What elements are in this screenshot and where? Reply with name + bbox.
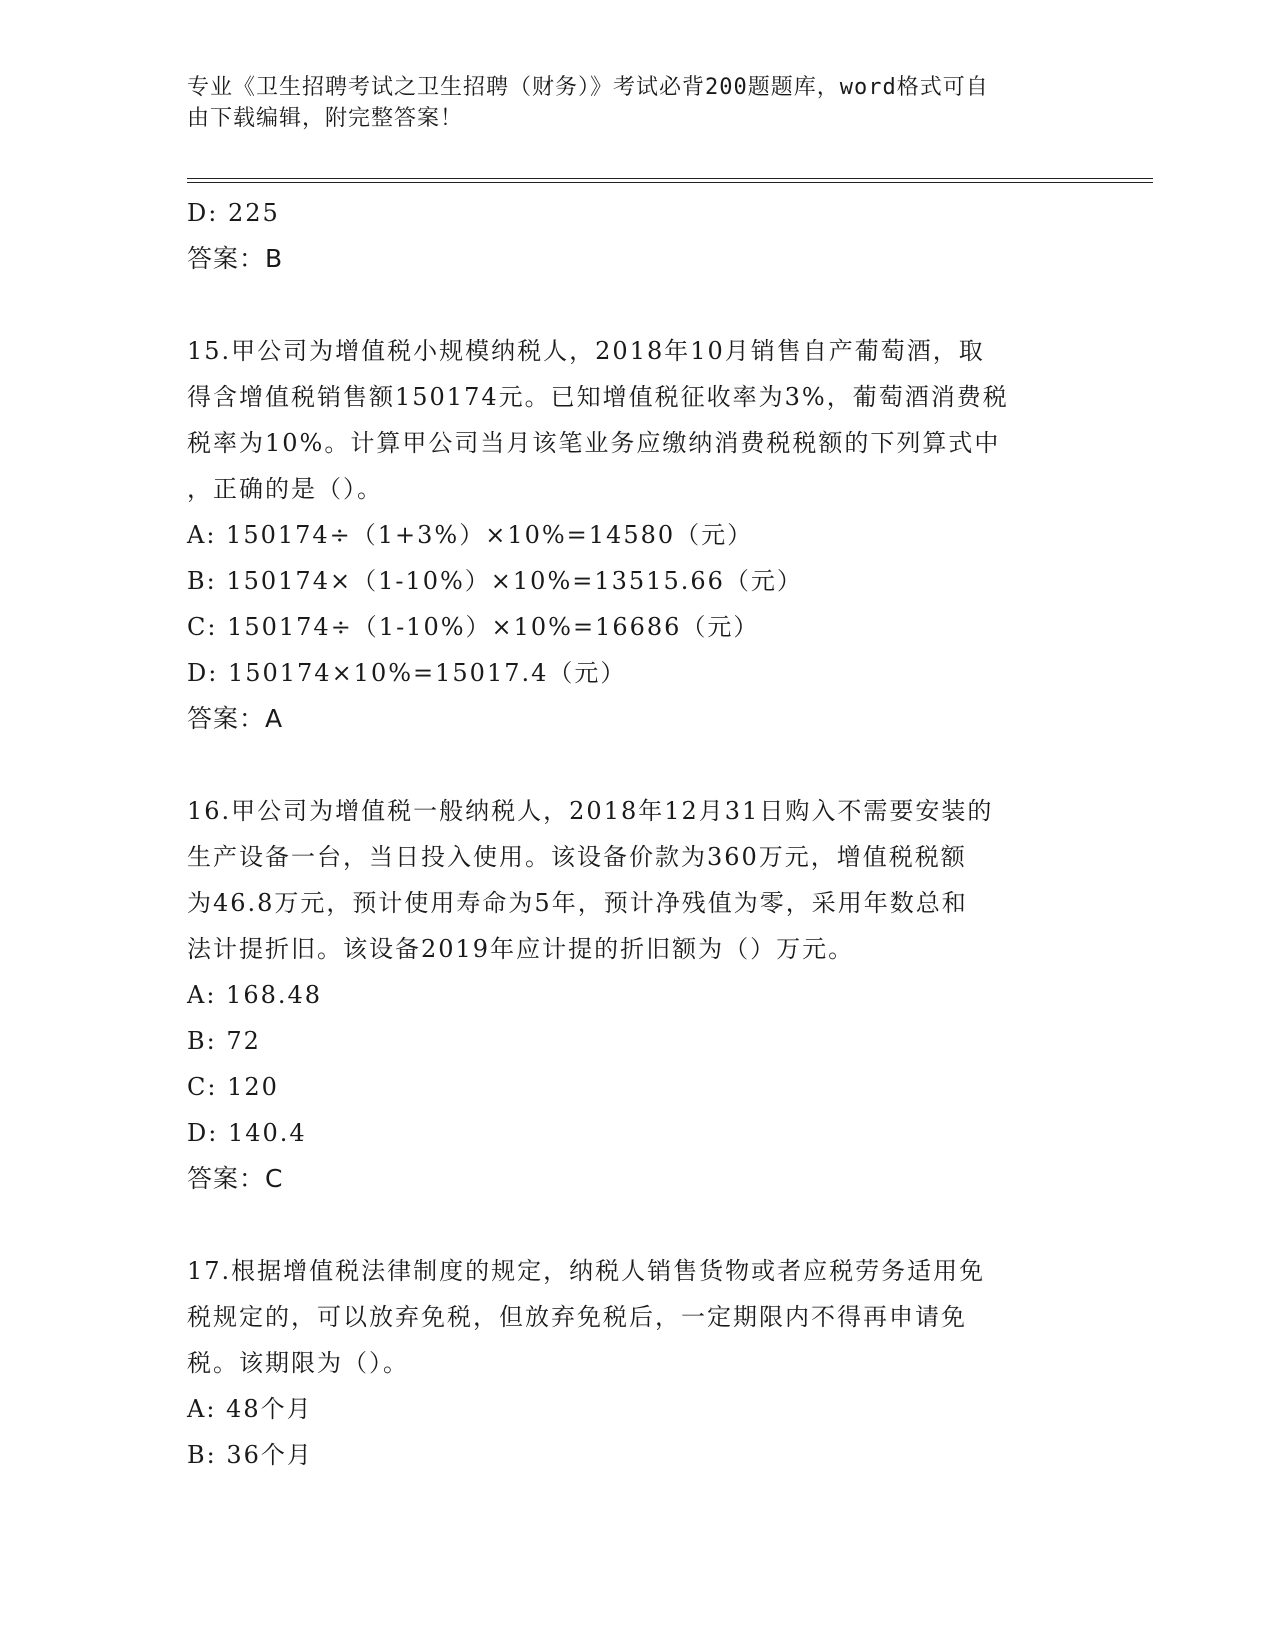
question-text-line: 17.根据增值税法律制度的规定，纳税人销售货物或者应税劳务适用免 [187,1257,986,1285]
option-a: A: 48个月 [187,1395,313,1423]
question-text-line: 15.甲公司为增值税小规模纳税人，2018年10月销售自产葡萄酒，取 [187,337,985,365]
header-line-2: 由下载编辑，附完整答案！ [187,106,464,131]
spacer [187,742,1087,788]
previous-question-tail [187,190,1087,282]
option-a: A: 150174÷（1+3%）×10%=14580（元） [187,521,754,549]
question-text-line: 为46.8万元，预计使用寿命为5年，预计净残值为零，采用年数总和 [187,889,968,917]
header-divider-bottom [187,182,1153,183]
question-text-line: 法计提折旧。该设备2019年应计提的折旧额为（）万元。 [187,935,855,963]
page-header [187,72,1087,134]
question-text-line: 16.甲公司为增值税一般纳税人，2018年12月31日购入不需要安装的 [187,797,994,825]
question-text-line: 生产设备一台，当日投入使用。该设备价款为360万元，增值税税额 [187,843,967,871]
option-d: D: 225 [187,199,280,227]
header-divider-top [187,178,1153,179]
question-text-line: 税规定的，可以放弃免税，但放弃免税后，一定期限内不得再申请免 [187,1303,967,1331]
spacer [187,282,1087,328]
question-text-line: ，正确的是（）。 [187,475,383,503]
answer-line: 答案：B [187,244,284,273]
question-text-line: 得含增值税销售额150174元。已知增值税征收率为3%，葡萄酒消费税 [187,383,1009,411]
answer-line: 答案：C [187,1164,284,1193]
option-c: C: 120 [187,1073,279,1101]
question-15 [187,328,1087,742]
answer-line: 答案：A [187,704,284,733]
question-text-line: 税率为10%。计算甲公司当月该笔业务应缴纳消费税税额的下列算式中 [187,429,1001,457]
header-line-1: 专业《卫生招聘考试之卫生招聘（财务）》考试必背200题题库，word格式可自 [187,75,989,100]
option-b: B: 72 [187,1027,261,1055]
option-d: D: 140.4 [187,1119,307,1147]
option-a: A: 168.48 [187,981,323,1009]
question-text-line: 税。该期限为（）。 [187,1349,409,1377]
document-body [187,190,1087,1478]
spacer [187,1202,1087,1248]
option-b: B: 36个月 [187,1441,313,1469]
question-17 [187,1248,1087,1478]
option-b: B: 150174×（1-10%）×10%=13515.66（元） [187,567,803,595]
option-d: D: 150174×10%=15017.4（元） [187,659,627,687]
question-16 [187,788,1087,1202]
option-c: C: 150174÷（1-10%）×10%=16686（元） [187,613,760,641]
